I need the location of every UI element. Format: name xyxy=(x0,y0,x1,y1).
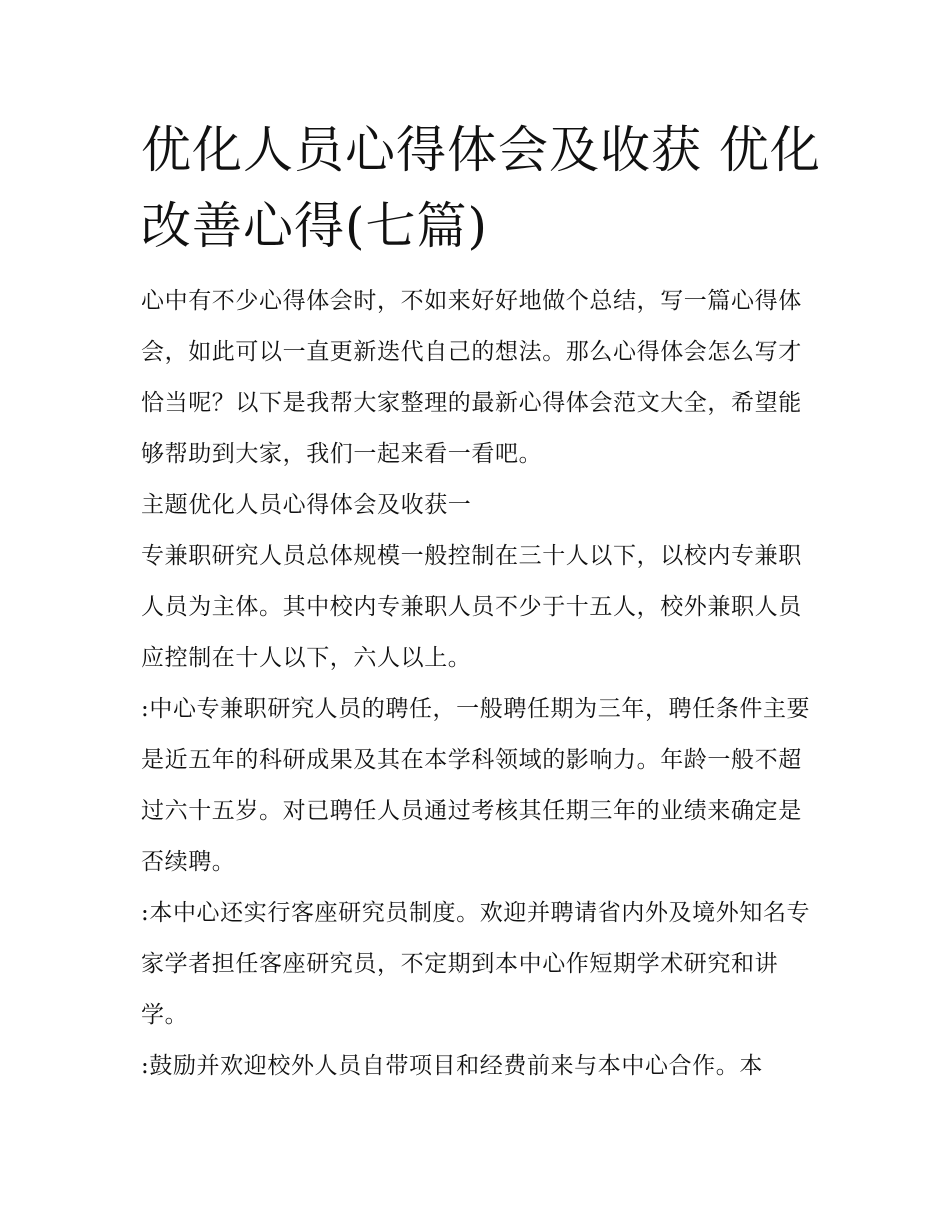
body-paragraph: 专兼职研究人员总体规模一般控制在三十人以下，以校内专兼职人员为主体。其中校内专兼职人员不少于十五人，校外兼职人员应控制在十人以下，六人以上。 xyxy=(141,543,802,671)
document-title: 优化人员心得体会及收获 优化改善心得(七篇) xyxy=(141,121,821,255)
intro-paragraph: 心中有不少心得体会时，不如来好好地做个总结，写一篇心得体会，如此可以一直更新迭代自己的想法。那么心得体会怎么写才恰当呢？以下是我帮大家整理的最新心得体会范文大全，希望能够帮助到大家，我们一起来看一看吧。 xyxy=(141,288,802,467)
body-paragraph: :中心专兼职研究人员的聘任，一般聘任期为三年，聘任条件主要是近五年的科研成果及其在本学科领域的影响力。年龄一般不超过六十五岁。对已聘任人员通过考核其任期三年的业绩来确定是否续聘。 xyxy=(141,696,811,875)
body-paragraph: :鼓励并欢迎校外人员自带项目和经费前来与本中心合作。本 xyxy=(141,1053,763,1079)
document-body xyxy=(141,276,813,1092)
body-paragraph: :本中心还实行客座研究员制度。欢迎并聘请省内外及境外知名专家学者担任客座研究员，不定期到本中心作短期学术研究和讲学。 xyxy=(141,900,811,1028)
section-heading: 主题优化人员心得体会及收获一 xyxy=(141,492,472,518)
